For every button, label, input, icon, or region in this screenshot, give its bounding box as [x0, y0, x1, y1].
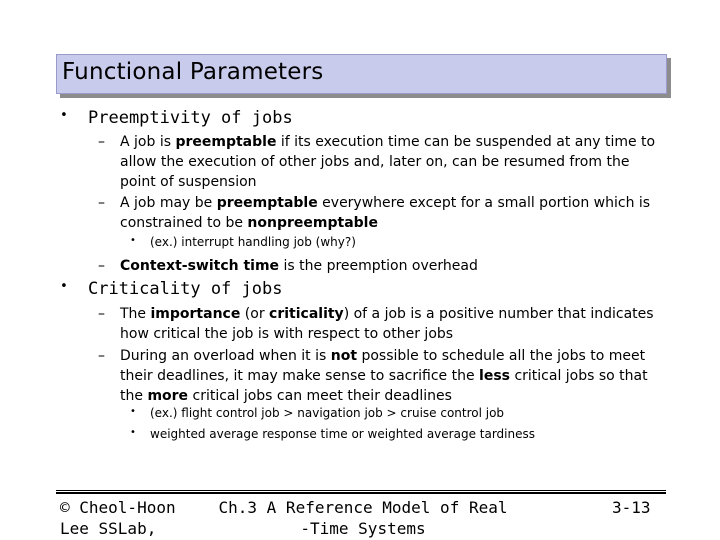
section-heading: Criticality of jobs: [88, 279, 283, 299]
sub-item-text: weighted average response time or weighted average tardiness: [150, 427, 535, 441]
title-bar: [56, 54, 667, 94]
item-text: A job may be preemptable everywhere except for a small portion which is constrained to be nonpreemptable: [120, 195, 651, 231]
sub-item-text: (ex.) flight control job > navigation job > cruise control job: [150, 406, 505, 420]
sub-item-text: (ex.) interrupt handling job (why?): [150, 235, 356, 249]
dash-marker: –: [98, 134, 105, 150]
bullet-icon: •: [130, 235, 136, 246]
footer-chapter-line2: -Time Systems: [300, 519, 426, 538]
page-number: 3-13: [612, 498, 651, 517]
item-text: The importance (or criticality) of a job is a positive number that indicates how critical the job is with respect to other jobs: [120, 306, 654, 342]
dash-marker: –: [98, 306, 105, 322]
footer-divider: [56, 490, 666, 491]
footer-author-line2: Lee SSLab,: [60, 519, 157, 538]
footer-chapter: [208, 497, 518, 539]
item-text: Context-switch time is the preemption overhead: [120, 258, 478, 274]
bullet-icon: •: [130, 406, 136, 417]
dash-marker: –: [98, 195, 105, 211]
footer-chapter-line1: Ch.3 A Reference Model of Real: [218, 498, 508, 517]
bullet-icon: •: [130, 427, 136, 438]
footer-divider: [56, 492, 666, 494]
slide-title: Functional Parameters: [62, 59, 324, 85]
bullet-icon: •: [60, 108, 68, 123]
bullet-icon: •: [60, 279, 68, 294]
section-heading: Preemptivity of jobs: [88, 108, 293, 128]
item-text: During an overload when it is not possible to schedule all the jobs to meet their deadlines, it may make sense to sacrifice the less critical jobs so that the more critical jobs can meet their deadlines: [120, 348, 648, 404]
item-text: A job is preemptable if its execution time can be suspended at any time to allow the execution of other jobs and, later on, can be resumed from the point of suspension: [120, 134, 656, 190]
dash-marker: –: [98, 258, 105, 274]
dash-marker: –: [98, 348, 105, 364]
footer-author-line1: © Cheol-Hoon: [60, 498, 176, 517]
footer-author: [60, 497, 176, 539]
